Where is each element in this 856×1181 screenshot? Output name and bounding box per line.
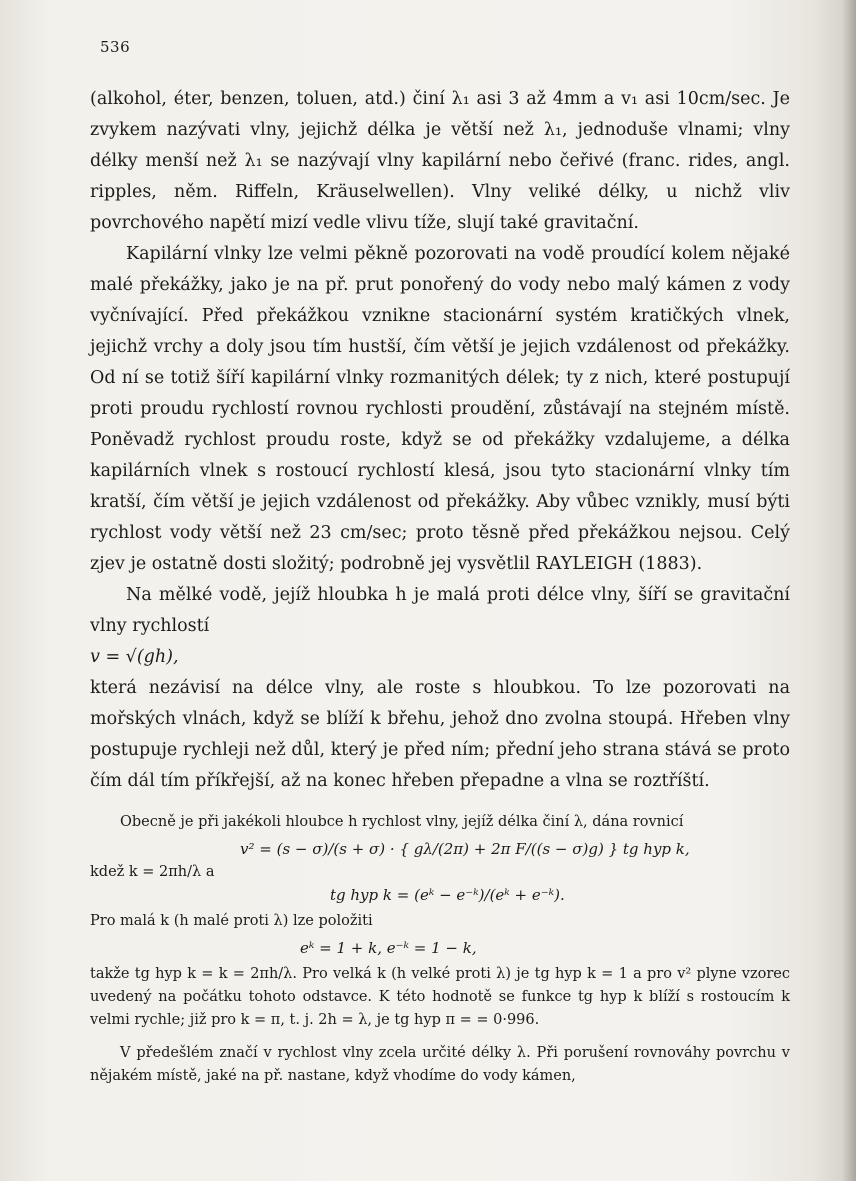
paragraph-sea-waves: která nezávisí na délce vlny, ale roste s hloubkou. To lze pozorovati na mořských vlnách, když se blíží k břehu, jehož dno zvolna stoupá. Hřeben vlny postupuje rychleji než důl, který je před ním; přední jeho strana stává se proto čím dál tím příkřejší, až na konec hřeben přepadne a vlna se roztříští. <box>90 678 790 791</box>
paragraph-shallow-water: Na mělké vodě, jejíž hloubka h je malá proti délce vlny, šíří se gravitační vlny rychlostí <box>90 585 790 636</box>
paragraph-large-k: takže tg hyp k = k = 2πh/λ. Pro velká k (h velké proti λ) je tg hyp k = 1 a pro v² plyne vzorec uvedený na počátku tohoto odstavce. K této hodnotě se funkce tg hyp k blíží s rostoucím k velmi rychle; již pro k = π, t. j. 2h = λ, je tg hyp π = = 0·996. <box>90 966 790 1028</box>
equation-exp-approx: eᵏ = 1 + k, e⁻ᵏ = 1 − k, <box>300 939 477 957</box>
page-number: 536 <box>100 38 131 56</box>
page-content <box>90 84 790 1088</box>
equation-velocity: v = √(gh), <box>90 647 179 667</box>
paragraph-small-k: Pro malá k (h malé proti λ) lze položiti <box>90 913 373 929</box>
paragraph-capillary-waves: Kapilární vlnky lze velmi pěkně pozorovati na vodě proudící kolem nějaké malé překážky, jako je na př. prut ponořený do vody nebo malý kámen z vody vyčnívající. Před překážkou vznikne stacionární systém kratičkých vlnek, jejichž vrchy a doly jsou tím hustší, čím větší je jejich vzdálenost od překážky. Od ní se totiž šíří kapilární vlnky rozmanitých délek; ty z nich, které postupují proti proudu rychlostí rovnou rychlosti proudění, zůstávají na stejném místě. Poněvadž rychlost proudu roste, když se od překážky vzdalujeme, a délka kapilárních vlnek s rostoucí rychlostí klesá, jsou tyto stacionární vlnky tím kratší, čím větší je jejich vzdálenost od překážky. Aby vůbec vznikly, musí býti rychlost vody větší než 23 cm/sec; proto těsně před překážkou nejsou. Celý zjev je ostatně dosti složitý; podrobně jej vysvětlil RAYLEIGH (1883). <box>90 244 790 574</box>
paragraph-previous: V předešlém značí v rychlost vlny zcela určité délky λ. Při porušení rovnováhy povrchu v nějakém místě, jaké na př. nastane, když vhodíme do vody kámen, <box>90 1045 790 1084</box>
label-kdez: kdež k = 2πh/λ a <box>90 864 215 880</box>
main-text <box>90 84 790 797</box>
paragraph-general-depth: Obecně je při jakékoli hloubce h rychlost vlny, jejíž délka činí λ, dána rovnicí <box>120 814 684 830</box>
small-print-section <box>90 811 790 1088</box>
book-spine-shadow <box>842 0 856 1181</box>
equation-v-squared: v² = (s − σ)/(s + σ) · { gλ/(2π) + 2π F/((s − σ)g) } tg hyp k, <box>240 840 690 858</box>
equation-tg-hyp: tg hyp k = (eᵏ − e⁻ᵏ)/(eᵏ + e⁻ᵏ). <box>330 886 565 904</box>
paragraph-alcohol-waves: (alkohol, éter, benzen, toluen, atd.) činí λ₁ asi 3 až 4mm a v₁ asi 10cm/sec. Je zvykem nazývati vlny, jejichž délka je větší než λ₁, jednoduše vlnami; vlny délky menší než λ₁ se nazývají vlny kapilární nebo čeřivé (franc. rides, angl. ripples, něm. Riffeln, Kräuselwellen). Vlny veliké délky, u nichž vliv povrchového napětí mizí vedle vlivu tíže, slují také gravitační. <box>90 89 790 233</box>
